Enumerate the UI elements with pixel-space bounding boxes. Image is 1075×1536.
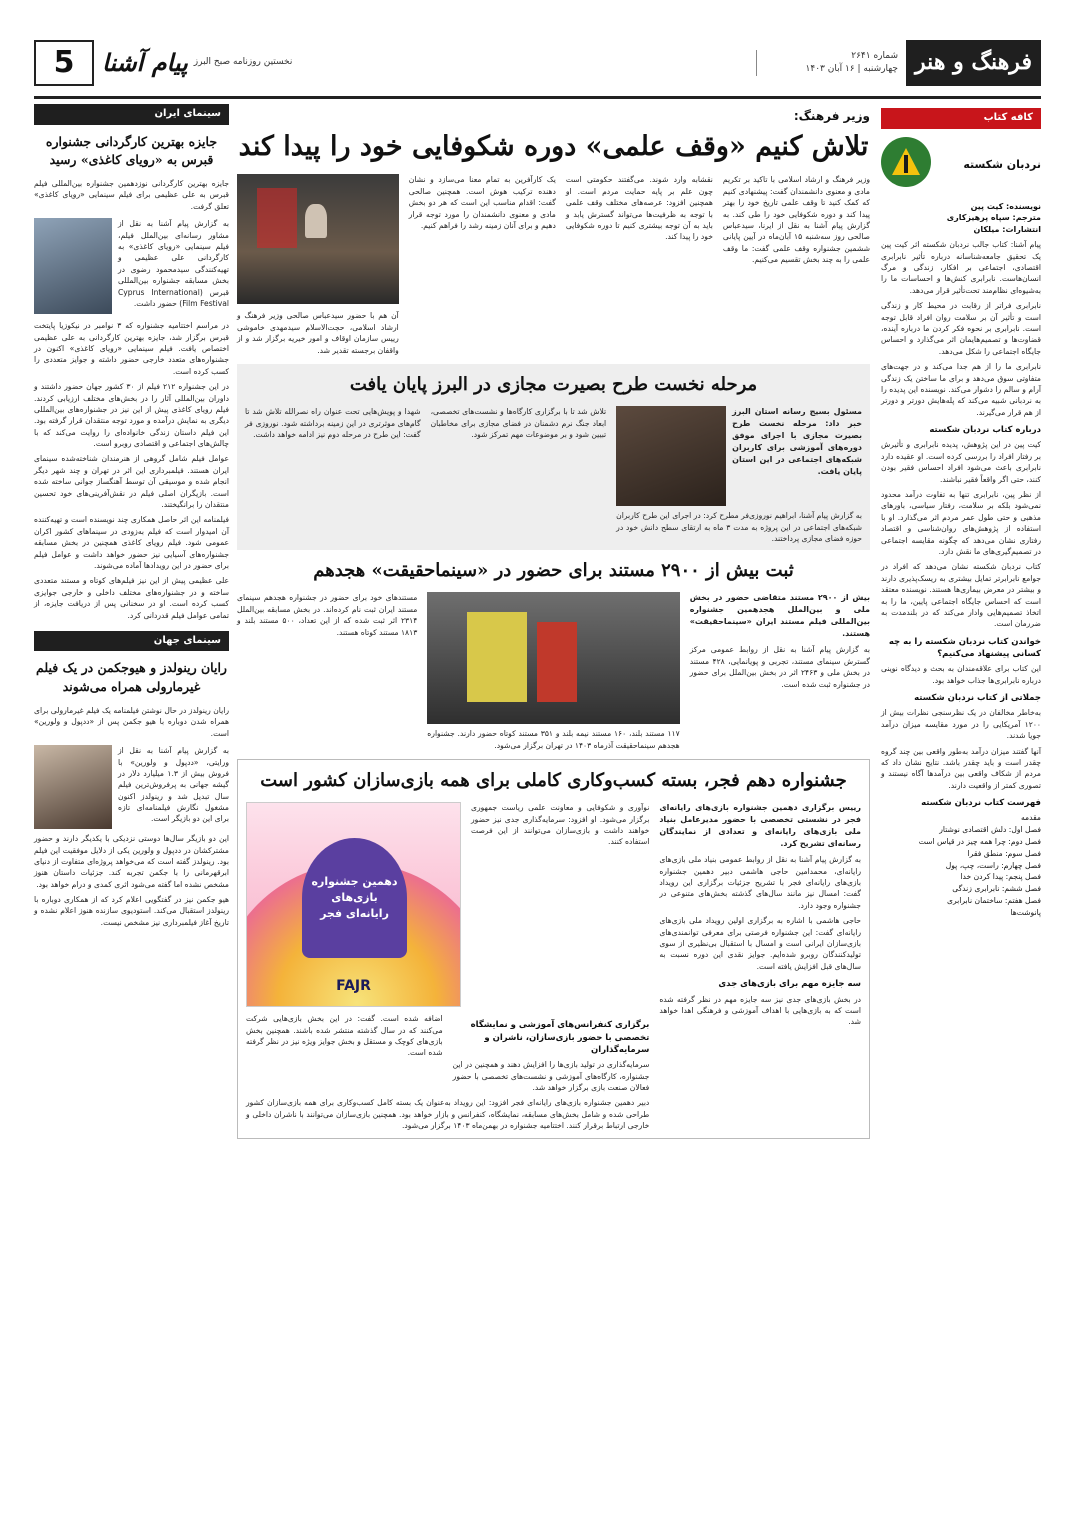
story3-headline: ثبت بیش از ۲۹۰۰ مستند برای حضور در «سینماحقیقت» هجدهم [313,560,794,582]
story-culture-minister [237,108,870,356]
story2-col1: به گزارش پیام آشنا، ابراهیم نوروزی‌فر مطرح کرد: در اجرای این طرح کاربران شبکه‌های اجتماعی در این پروژه به مدت ۳ ماه به ارتقای سطح دانش خود در حوزه فضای مجازی پرداختند. [616,511,863,543]
book-about-body: کیت پین در این پژوهش، پدیده نابرابری و تأثیرش بر رفتار افراد را بررسی کرده است. او عقیده دارد نابرابری باعث می‌شود افراد احساس فقیر بودن کنند، حتی اگر واقعاً فقیر نباشند. [881,440,1041,484]
book-column: کافه کتاب نردبان شکسته نویسنده: کیت پین مترجم: سپاه پرهیزکاری انتشارات: میلکان پیام آشنا: کتاب جالب نردبان شکسته اثر کیت پین یک تحقیق جامعه‌شناسانه درباره تأثیر نابرابری اقتصادی، اجتماعی بر افکار، زندگی و مرگ انسان‌هاست. نابرابری کنش‌ها و احساسات ما را به‌شیوه‌ای نظام‌مند تحت‌تأثیر قرار می‌دهد. نابرابری فراتر از رقابت در محیط کار و زندگی است و تأثیر آن بر سلامت روان افراد قابل توجه است. نابرابری بر نحوه فکر کردن ما درباره آینده، قضاوت‌ها و تصمیم‌هایمان اثر می‌گذارد و احساس جایگاه اجتماعی را شکل می‌دهد. نابرابری ما را از هم جدا می‌کند و در جهت‌های متفاوتی سوق می‌دهد و برای ما ساختن یک زندگی آرام و سالم را دشوار می‌کند. نویسنده این پدیده را به نردبانی شبیه می‌کند که پله‌هایش دورتر و دورتر از هم قرار می‌گیرند. درباره کتاب نردبان شکسته کیت پین در این پژوهش، پدیده نابرابری و تأثیرش بر رفتار افراد را بررسی کرده است. او عقیده دارد نابرابری باعث می‌شود افراد احساس فقیر بودن کنند، حتی اگر واقعاً فقیر نباشند. از نظر پین، نابرابری تنها به تفاوت درآمد محدود نمی‌شود بلکه بر سلامت، رفتار سیاسی، باورهای مذهبی و حتی طول عمر مردم اثر می‌گذارد. او با استفاده از پژوهش‌های روان‌شناسی و اقتصاد رفتاری نشان می‌دهد که چگونه مقایسه اجتماعی در تصمیم‌گیری‌های ما نقش دارد. کتاب نردبان شکسته نشان می‌دهد که افراد در جوامع نابرابرتر تمایل بیشتری به ریسک‌پذیری دارند و بیشتر در معرض بیماری‌ها هستند. نویسنده معتقد است که احساس جایگاه اجتماعی پایین، ما را به اتخاذ تصمیم‌هایی وادار می‌کند که در بلندمدت به ضررمان است. خواندن کتاب نردبان شکسته را به چه کسانی پیشنهاد می‌کنیم؟ این کتاب برای علاقه‌مندان به بحث و دیدگاه نوینی درباره نابرابری‌ها جذاب خواهد بود. جملاتی از کتاب نردبان شکسته به‌خاطر مخالفان در یک نظرسنجی نظرات بیش از ۱۲۰۰ آمریکایی را در مورد مقایسه میزان درآمد جویا شدند. آنها گفتند میزان درآمد به‌طور واقعی بین چند گروه چقدر است و باید چقدر باشد. نتایج نشان داد که مردم از شکاف واقعی بین درآمدها آگاه نیستند و تصوری کمتر از واقعیت دارند. فهرست کتاب نردبان شکسته مقدمه فصل اول: دلش اقتصادی نوشتار فصل دوم: چرا همه چیز در قیاس است فصل سوم: منطق فقرا فصل چهارم: راست، چپ، پول فصل پنجم: پیدا کردن خدا فصل ششم: نابرابری زندگی فصل هفتم: ساختمان نابرابری پانوشت‌ها [881,104,1041,1516]
story-fajr-games: جشنواره دهم فجر، بسته کسب‌وکاری کاملی برای همه بازی‌سازان کشور است رییس برگزاری دهمین جشنواره بازی‌های رایانه‌ای فجر در نشستی تخصصی با حضور مدیرعامل بنیاد ملی بازی‌های رایانه‌ای و تعدادی از نمایندگان رسانه‌ای تشریح کرد. به گزارش پیام آشنا به نقل از روابط عمومی بنیاد ملی بازی‌های رایانه‌ای، محمدامین حاجی هاشمی دبیر دهمین جشنواره بازی‌های رایانه‌ای فجر با تشریح جزئیات برگزاری این رویداد گفت: امسال نیز مانند سال‌های گذشته بخش‌های متنوعی در جشنواره وجود دارد. حاجی هاشمی با اشاره به برگزاری اولین رویداد ملی بازی‌های رایانه‌ای گفت: این جشنواره فرصتی برای معرفی توانمندی‌های بازی‌سازان ایرانی است و امسال با استقبال بی‌نظیری از سوی تولیدکنندگان روبرو شده‌ایم. جوایز نقدی این دوره نسبت به سال‌های قبل افزایش یافته است. سه جایزه مهم برای بازی‌های جدی در بخش بازی‌های جدی نیز سه جایزه مهم در نظر گرفته شده است که به بازی‌هایی با اهداف آموزشی و فرهنگی اهدا خواهد شد. نوآوری و شکوفایی و معاونت علمی ریاست جمهوری برگزار می‌شود. او افزود: سرمایه‌گذاری جدی نیز حضور خواهند داشت و بازی‌سازان می‌توانند از این فرصت استفاده کنند. دهمین جشنواره بازی‌های رایانه‌ای فجر FAJR برگزاری کنفرانس‌های آموزشی و نمایشگاه تخصصی با حضور بازی‌سازان، ناشران و سرمایه‌گذاران سرمایه‌گذاری در تولید بازی‌ها را افزایش دهند و همچنین در این جشنواره، کارگاه‌های آموزشی و نشست‌های تخصصی با حضور فعالان صنعت بازی برگزار خواهد شد. اضافه شده است. گفت: در این بخش بازی‌هایی شرکت می‌کنند که در سال گذشته منتشر شده باشند. همچنین بخش بازی‌های کوچک و مستقل و بخش جوایز ویژه نیز در نظر گرفته شده است. دبیر دهمین جشنواره بازی‌های رایانه‌ای فجر افزود: این رویداد به‌عنوان یک بسته کامل کسب‌وکاری برای همه بازی‌سازان کشور طراحی شده و شامل بخش‌های مسابقه، نمایشگاه، کنفرانس و بازار خواهد بود. همچنین بازی‌سازان می‌توانند با ناشران داخلی و خارجی ارتباط برقرار کنند. اختتامیه جشنواره در بهمن‌ماه ۱۴۰۳ برگزار می‌شود. [237,759,870,1138]
story2-headline: مرحله نخست طرح بصیرت مجازی در البرز پایان یافت [349,374,758,396]
masthead [34,32,1041,94]
book-subhead-about: درباره کتاب نردبان شکسته [929,425,1041,436]
issue-number: شماره ۲۶۴۱ [851,50,898,61]
main-content [237,104,870,1139]
story1-kicker: وزیر فرهنگ: [793,109,870,123]
story1-headline: تلاش کنیم «وقف علمی» دوره شکوفایی خود را پیدا کند [238,131,869,163]
issue-info [756,50,906,76]
toc-item: پانوشت‌ها [1010,907,1041,917]
book-body: پیام آشنا: کتاب جالب نردبان شکسته اثر کیت پین یک تحقیق جامعه‌شناسانه درباره تأثیر نابرابری اقتصادی، اجتماعی بر افکار، زندگی و مرگ انسان‌هاست. نابرابری کنش‌ها و احساسات ما را به‌شیوه‌ای نظام‌مند تحت‌تأثیر قرار می‌دهد. [881,240,1041,295]
cinema-column: سینمای ایران جایزه بهترین کارگردانی جشنواره قبرس به «رویای کاغذی» رسید جایزه بهترین کارگردانی نوزدهمین جشنواره بین‌المللی فیلم قبرس به علی عظیمی برای فیلم سینمایی «رویای کاغذی» تعلق گرفت. به گزارش پیام آشنا به نقل از مشاور رسانه‌ای بین‌الملل فیلم، فیلم سینمایی «رویای کاغذی» به کارگردانی علی عظیمی و تهیه‌کنندگی سیدمحمود رضوی در بخش مسابقه جشنواره بین‌المللی قبرس (Cyprus International Film Festival) حضور داشت. در مراسم اختتامیه جشنواره که ۳ نوامبر در نیکوزیا پایتخت قبرس برگزار شد، جایزه بهترین کارگردانی به علی عظیمی اختصاص یافت. فیلم سینمایی «رویای کاغذی» اکنون در جشنواره‌های متعدد خارجی حضور داشته و جوایز متعددی را کسب کرده است. در این جشنواره ۲۱۲ فیلم از ۳۰ کشور جهان حضور داشتند و داوران بین‌المللی آثار را در بخش‌های مختلف ارزیابی کردند. فیلم رویای کاغذی پیش از این نیز در جشنواره‌های بین‌المللی دیگری به نمایش درآمده و مورد توجه منتقدان قرار گرفته بود. این فیلم داستان زندگی خانواده‌ای را روایت می‌کند که با چالش‌های اجتماعی و اقتصادی روبرو است. عوامل فیلم شامل گروهی از هنرمندان شناخته‌شده سینمای ایران هستند. فیلمبرداری این اثر در تهران و چند شهر دیگر انجام شده و موسیقی آن توسط آهنگساز جوانی ساخته شده است. بازیگران اصلی فیلم در نقش‌آفرینی‌های خود تحسین منتقدان را برانگیختند. فیلمنامه این اثر حاصل همکاری چند نویسنده است و تهیه‌کننده آن امیدوار است که فیلم به‌زودی در سینماهای کشور اکران عمومی شود. فیلم رویای کاغذی همچنین در بخش مسابقه جشنواره‌های آسیایی نیز حضور خواهد داشت و عوامل فیلم برای حضور در این رویدادها آماده می‌شوند. علی عظیمی پیش از این نیز فیلم‌های کوتاه و مستند متعددی ساخته و در جشنواره‌های مختلف داخلی و خارجی جوایزی کسب کرده است. او در سخنانی پس از دریافت جایزه، از تمامی عوامل فیلم قدردانی کرد. سینمای جهان رایان رینولدز و هیوجکمن در یک فیلم غیرمارولی همراه می‌شوند رایان رینولدز در حال نوشتن فیلمنامه یک فیلم غیرمارولی برای همراه شدن دوباره با هیو جکمن پس از «ددپول و ولورین» است. به گزارش پیام آشنا به نقل از ورایتی، «ددپول و ولورین» با فروش بیش از ۱.۳ میلیارد دلار در گیشه جهانی به پرفروش‌ترین فیلم سال تبدیل شد و رینولدز اکنون مشغول نگارش فیلمنامه‌ای تازه برای این دو بازیگر است. این دو بازیگر سال‌ها دوستی نزدیکی با یکدیگر دارند و حضور مشترکشان در ددپول و ولورین یکی از دلایل موفقیت این فیلم بود. رینولدز گفته است که می‌خواهد پروژه‌ای متفاوت از دنیای ابرقهرمانی را با جکمن تجربه کند. جزئیات داستان هنوز مشخص نشده اما گفته می‌شود اثری کمدی و درام خواهد بود. هیو جکمن نیز در گفتگویی اعلام کرد که از همکاری دوباره با رینولدز استقبال می‌کند. استودیوی سازنده هنوز اعلام نشده و تاریخ آغاز فیلمبرداری نیز مشخص نیست. [34,104,229,1516]
story1-col3: یک کارآفرین به تمام معنا می‌سازد و نشان دهنده ترکیب هوش است. همچنین صالحی گفت: اقدام مناسب این است که هر دو بخش مادی و معنوی دانشمندان را مورد توجه قرار دهیم و برای آنان زمینه رشد را فراهم کنیم. [408,175,556,231]
story2-lead: مسئول بسیج رسانه استان البرز خبر داد: مرحله نخست طرح بصیرت مجازی با اجرای موفق دوره‌های آموزشی برای کاربران شبکه‌های اجتماعی در این استان پایان یافت. [732,407,862,477]
world-cinema-bar: سینمای جهان [34,631,229,652]
toc-item: فصل دوم: چرا همه چیز در قیاس است [918,837,1041,846]
story4-col4: نوآوری و شکوفایی و معاونت علمی ریاست جمهوری برگزار می‌شود. او افزود: سرمایه‌گذاری جدی نیز حضور خواهند داشت و بازی‌سازان می‌توانند از این فرصت استفاده کنند. [471,803,650,847]
story4-subhead: برگزاری کنفرانس‌های آموزشی و نمایشگاه تخصصی با حضور بازی‌سازان، ناشران و سرمایه‌گذاران [470,1020,650,1055]
iran-cinema-body: به گزارش پیام آشنا به نقل از مشاور رسانه‌ای بین‌الملل فیلم، فیلم سینمایی «رویای کاغذی» به کارگردانی علی عظیمی و تهیه‌کنندگی سیدمحمود رضوی در بخش مسابقه جشنواره بین‌المللی قبرس (Cyprus International Film Festival) حضور داشت. [118,219,229,308]
story-documentary [237,558,870,751]
story3-photo [427,592,679,724]
story2-col2: تلاش شد تا با برگزاری کارگاه‌ها و نشست‌های تخصصی، ابعاد جنگ نرم دشمنان در فضای مجازی برای مخاطبان تبیین شود و بر موضوعات مهم تمرکز شود. [430,407,607,439]
story1-col2: نقشابه وارد شوند. می‌گفتند حکومتی است چون علم بر پایه حمایت مردم است. او همچنین افزود: عرصه‌های مختلف وقف علمی با توجه به ظرفیت‌ها می‌تواند گسترش یابد و باید به آن توجه بیشتری کنیم تا دوره شکوفایی خود را پیدا کند. [565,175,713,242]
story-basirat [237,364,870,550]
page-number: 5 [34,40,94,86]
director-photo [34,218,112,314]
story4-subhead2: سه جایزه مهم برای بازی‌های جدی [718,979,861,990]
story4-col3: سرمایه‌گذاری در تولید بازی‌ها را افزایش دهند و همچنین در این جشنواره، کارگاه‌های آموزشی و نشست‌های تخصصی با حضور فعالان صنعت بازی برگزار خواهد شد. [452,1060,650,1092]
story3-lead: بیش از ۲۹۰۰ مستند متقاضی حضور در بخش ملی و بین‌الملل هجدهمین جشنواره بین‌المللی فیلم مستند ایران «سینماحقیقت» هستند. [689,593,870,639]
story2-photo [616,406,726,506]
logo [102,46,292,81]
poster-fajr-label: FAJR [336,977,371,994]
toc-item: فصل ششم: نابرابری زندگی [952,884,1041,894]
iran-cinema-headline: جایزه بهترین کارگردانی جشنواره قبرس به «رویای کاغذی» رسید [45,133,218,168]
story3-col2: مستندهای خود برای حضور در جشنواره هجدهم سینمای مستند ایران ثبت نام کرده‌اند. در بخش مسابقه بین‌الملل ۲۳۱۴ اثر ثبت شده که از این تعداد، ۵۰۰ مستند بلند و ۱۸۱۳ مستند کوتاه هستند. [237,593,418,637]
story3-col1: به گزارش پیام آشنا به نقل از روابط عمومی مرکز گسترش سینمای مستند، تجربی و پویانمایی، ۴۲۸ مستند در بخش ملی و ۲۴۶۳ اثر در بخش بین‌الملل برای حضور در جشنواره ثبت شده است. [689,645,870,689]
toc-item: مقدمه [1020,813,1041,823]
story3-col3: ۱۱۷ مستند بلند، ۱۶۰ مستند نیمه بلند و ۳۵۱ مستند کوتاه حضور دارند. جشنواره هجدهم سینماحقیقت آذرماه ۱۴۰۳ در تهران برگزار می‌شود. [427,729,680,750]
book-quotes-body: به‌خاطر مخالفان در یک نظرسنجی نظرات بیش از ۱۲۰۰ آمریکایی را در مورد مقایسه میزان درآمد جویا شدند. [881,708,1041,741]
story4-col2: اضافه شده است. گفت: در این بخش بازی‌هایی شرکت می‌کنند که در سال گذشته منتشر شده باشند. همچنین بخش بازی‌های کوچک و مستقل و بخش جوایز ویژه نیز در نظر گرفته شده است. [245,1014,443,1058]
story4-col1: به گزارش پیام آشنا به نقل از روابط عمومی بنیاد ملی بازی‌های رایانه‌ای، محمدامین حاجی هاشمی دبیر دهمین جشنواره بازی‌های رایانه‌ای فجر با تشریح جزئیات برگزاری این رویداد گفت: امسال نیز مانند سال‌های گذشته بخش‌های متنوعی در جشنواره وجود دارد. [659,855,861,910]
toc-item: فصل چهارم: راست، چپ، پول [945,860,1041,870]
book-subhead-audience: خواندن کتاب نردبان شکسته را به چه کسانی پیشنهاد می‌کنیم؟ [888,636,1041,660]
story2-col3: شهدا و پویش‌هایی تحت عنوان راه نصرالله تلاش شد تا گام‌های موثرتری در این زمینه برداشته شود. نوروزی فر گفت: این طرح در مرحله دوم نیز ادامه خواهد داشت. [244,407,421,439]
actor-photo [34,745,112,829]
toc-item: فصل هفتم: ساختمان نابرابری [947,895,1041,905]
story1-photo [237,174,399,304]
book-section-bar: کافه کتاب [881,108,1041,129]
world-cinema-body: به گزارش پیام آشنا به نقل از ورایتی، «ددپول و ولورین» با فروش بیش از ۱.۳ میلیارد دلار در گیشه جهانی به پرفروش‌ترین فیلم سال تبدیل شد و رینولدز اکنون مشغول نگارش فیلمنامه‌ای تازه برای این دو بازیگر است. [118,746,229,824]
story4-headline: جشنواره دهم فجر، بسته کسب‌وکاری کاملی برای همه بازی‌سازان کشور است [260,770,847,792]
poster-title: دهمین جشنواره بازی‌های رایانه‌ای فجر [302,838,407,958]
book-toc [881,812,1041,918]
section-title: فرهنگ و هنر [906,40,1041,86]
brand-name: پیام آشنا [102,47,188,77]
world-cinema-lead: رایان رینولدز در حال نوشتن فیلمنامه یک فیلم غیرمارولی برای همراه شدن دوباره با هیو جکمن پس از «ددپول و ولورین» است. [34,705,229,738]
toc-item: فصل پنجم: پیدا کردن خدا [960,872,1041,882]
fajr-poster [246,802,461,1007]
book-audience-body: این کتاب برای علاقه‌مندان به بحث و دیدگاه نوینی درباره نابرابری‌ها جذاب خواهد بود. [881,664,1041,685]
book-author: نویسنده: کیت پین [970,201,1041,211]
book-cover-icon [881,137,931,187]
iran-cinema-bar: سینمای ایران [34,104,229,125]
book-subhead-quotes: جملاتی از کتاب نردبان شکسته [914,693,1041,704]
iran-cinema-lead: جایزه بهترین کارگردانی نوزدهمین جشنواره بین‌المللی فیلم قبرس به علی عظیمی برای فیلم سینمایی «رویای کاغذی» تعلق گرفت. [34,179,229,211]
story4-lead: رییس برگزاری دهمین جشنواره بازی‌های رایانه‌ای فجر در نشستی تخصصی با حضور مدیرعامل بنیاد ملی بازی‌های رایانه‌ای و تعدادی از نمایندگان رسانه‌ای تشریح کرد. [659,803,861,849]
story1-col1: وزیر فرهنگ و ارشاد اسلامی با تاکید بر تکریم مادی و معنوی دانشمندان گفت: پیشنهادی کنیم که کمک کنید تا وقف علمی تاریخ خود را بهتر پیدا کند و دوره شکوفایی خود را طی کند. به گزارش پیام آشنا به نقل از ایرنا، سیدعباس صالحی روز سه‌شنبه ۱۵ آبان‌ماه در آیین پایانی ششمین جشنواره وقف علمی گفت: ما وقف علمی را به چند بخش تقسیم می‌کنیم. [722,175,870,265]
world-cinema-headline: رایان رینولدز و هیوجکمن در یک فیلم غیرمارولی همراه می‌شوند [36,660,227,695]
story1-col4: آن هم با حضور سیدعباس صالحی وزیر فرهنگ و ارشاد اسلامی، حجت‌الاسلام سیدمهدی خاموشی رییس سازمان اوقاف و امور خیریه برگزار شد و از واقفان برجسته تقدیر شد. [236,311,399,355]
book-translator: مترجم: سپاه پرهیزکاری [946,213,1041,223]
book-publisher: انتشارات: میلکان [973,224,1041,234]
iran-cinema-body2: در مراسم اختتامیه جشنواره که ۳ نوامبر در نیکوزیا پایتخت قبرس برگزار شد، جایزه بهترین کارگردانی به علی عظیمی اختصاص یافت. فیلم سینمایی «رویای کاغذی» اکنون در جشنواره‌های متعدد خارجی حضور داشته و جوایز متعددی را کسب کرده است. [34,321,229,376]
toc-item: فصل اول: دلش اقتصادی نوشتار [939,825,1041,835]
issue-date: چهارشنبه | ۱۶ آبان ۱۴۰۳ [805,64,898,74]
header-rule [34,96,1041,99]
toc-item: فصل سوم: منطق فقرا [967,848,1041,858]
book-subhead-toc: فهرست کتاب نردبان شکسته [921,798,1041,809]
tagline: نخستین روزنامه صبح البرز [193,57,293,68]
book-title: نردبان شکسته [963,157,1041,171]
